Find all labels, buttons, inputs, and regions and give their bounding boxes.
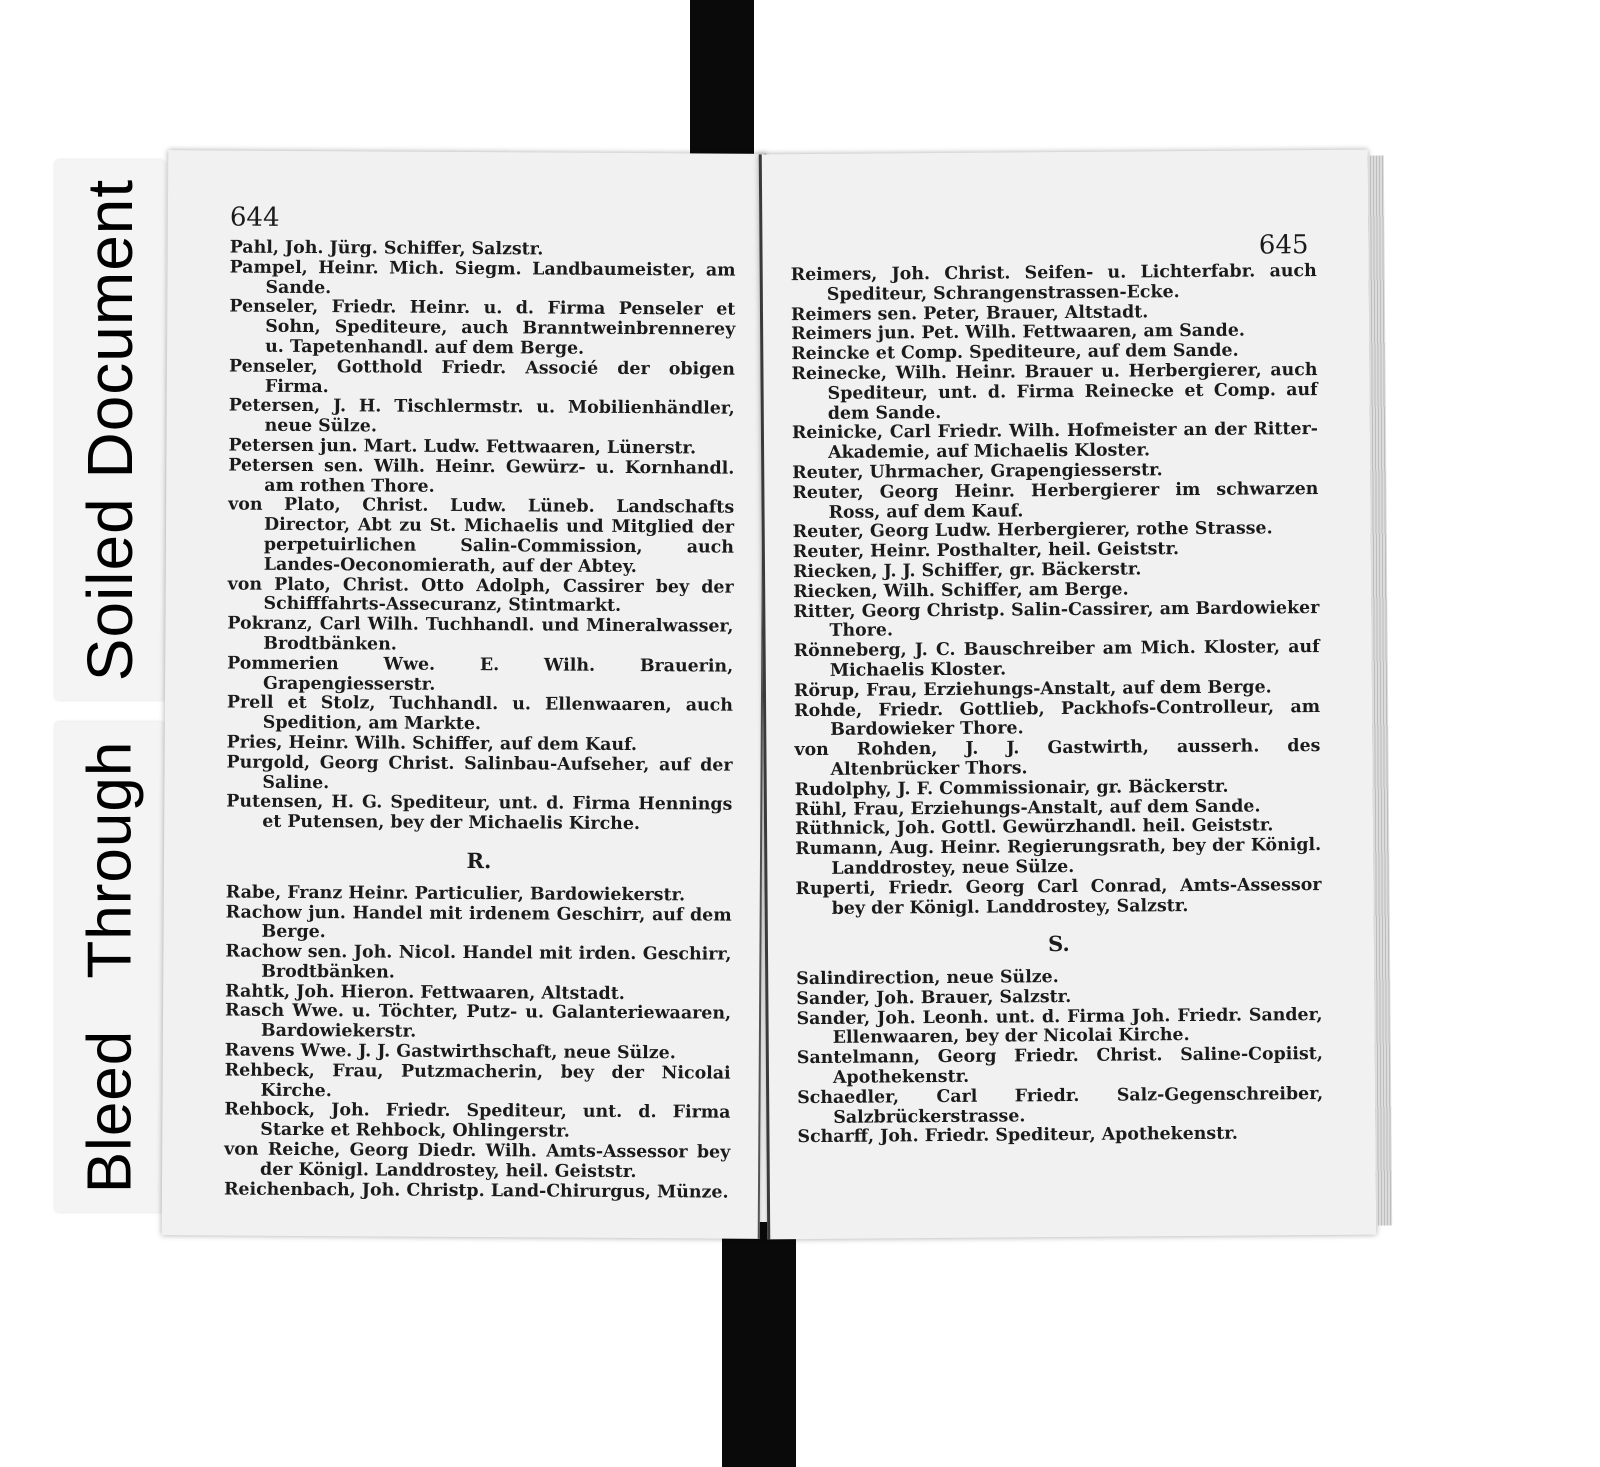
directory-entry: Penseler, Friedr. Heinr. u. d. Firma Penseler et Sohn, Spediteure, auch Branntweinbrennerey u. Tapetenhandl. auf dem Berge. [229, 296, 736, 359]
directory-entry: von Plato, Christ. Otto Adolph, Cassirer bey der Schifffahrts-Assecuranz, Stintmarkt. [227, 574, 734, 617]
entries-r-group [791, 262, 1322, 919]
directory-entry: Riecken, Wilh. Schiffer, am Berge. [793, 579, 1129, 602]
label-soiled-document-text: Soiled Document [74, 178, 146, 682]
directory-entry: Pokranz, Carl Wilh. Tuchhandl. und Mineralwasser, Brodtbänken. [227, 613, 734, 655]
entries-r-group [224, 883, 732, 1203]
directory-entry: Petersen jun. Mart. Ludw. Fettwaaren, Lünerstr. [228, 435, 697, 459]
entries-p-group [226, 239, 736, 836]
directory-entry: Rahtk, Joh. Hieron. Fettwaaren, Altstadt. [225, 981, 625, 1004]
directory-entry: Sander, Joh. Brauer, Salzstr. [796, 986, 1072, 1010]
directory-entry: Rüthnick, Joh. Gottl. Gewürzhandl. heil. Geiststr. [794, 815, 1274, 840]
directory-entry: Rudolphy, J. F. Commissionair, gr. Bäckerstr. [794, 776, 1229, 800]
directory-entry: Pahl, Joh. Jürg. Schiffer, Salzstr. [229, 237, 544, 260]
left-page-entries [224, 239, 736, 1204]
directory-entry: Ravens Wwe. J. J. Gastwirthschaft, neue Sülze. [224, 1040, 676, 1064]
directory-entry: von Rohden, J. J. Gastwirth, ausserh. des Altenbrücker Thors. [794, 736, 1321, 780]
directory-entry: Rühl, Frau, Erziehungs-Anstalt, auf dem Sande. [794, 796, 1261, 820]
directory-entry: Penseler, Gotthold Friedr. Associé der obigen Firma. [228, 356, 736, 397]
directory-entry: Reuter, Uhrmacher, Grapengiesserstr. [792, 460, 1163, 484]
directory-entry: Prell et Stolz, Tuchhandl. u. Ellenwaaren, auch Spedition, am Markte. [226, 692, 733, 735]
directory-entry: Pommerien Wwe. E. Wilh. Brauerin, Grapengiesserstr. [227, 653, 734, 695]
right-page-entries [791, 262, 1324, 1148]
binding-strip-top [690, 0, 754, 158]
directory-entry: Ritter, Georg Christp. Salin-Cassirer, am Bardowieker Thore. [793, 597, 1320, 642]
directory-entry: Reuter, Heinr. Posthalter, heil. Geiststr. [792, 539, 1180, 563]
directory-entry: Reincke et Comp. Spediteure, auf dem Sande. [791, 340, 1239, 365]
entries-s-group [796, 966, 1323, 1148]
directory-entry: Rasch Wwe. u. Töchter, Putz- u. Galanteriewaaren, Bardowiekerstr. [225, 1001, 732, 1042]
directory-entry: Petersen sen. Wilh. Heinr. Gewürz- u. Kornhandl. am rothen Thore. [228, 455, 735, 497]
directory-entry: Rachow sen. Joh. Nicol. Handel mit irden. Geschirr, Brodtbänken. [225, 941, 732, 983]
directory-entry: Reuter, Georg Ludw. Herbergierer, rothe Strasse. [792, 518, 1273, 543]
directory-entry: Ruperti, Friedr. Georg Carl Conrad, Amts-Assessor bey der Königl. Landdrostey, Salzstr. [795, 874, 1322, 919]
directory-entry: Schaedler, Carl Friedr. Salz-Gegenschreiber, Salzbrückerstrasse. [797, 1083, 1324, 1128]
directory-entry: Salindirection, neue Sülze. [796, 967, 1059, 990]
section-heading-s: S. [1047, 931, 1070, 957]
directory-entry: Purgold, Georg Christ. Salinbau-Aufseher, auf der Saline. [226, 752, 733, 793]
directory-entry: Rumann, Aug. Heinr. Regierungsrath, bey der Königl. Landdrostey, neue Sülze. [795, 835, 1322, 879]
label-soiled-document [55, 160, 165, 700]
directory-entry: Rehbock, Joh. Friedr. Spediteur, unt. d. Firma Starke et Rehbock, Ohlingerstr. [224, 1100, 731, 1142]
directory-entry: Rehbeck, Frau, Putzmacherin, bey der Nicolai Kirche. [224, 1060, 731, 1101]
label-bleed-through [55, 722, 165, 1212]
binding-strip-bottom [722, 1222, 796, 1467]
directory-entry: Pries, Heinr. Wilh. Schiffer, auf dem Kauf. [226, 732, 637, 755]
page-number-left: 644 [229, 202, 280, 233]
directory-entry: von Reiche, Georg Diedr. Wilh. Amts-Assessor bey der Königl. Landdrostey, heil. Geiststr. [224, 1139, 731, 1182]
directory-entry: Petersen, J. H. Tischlermstr. u. Mobilienhändler, neue Sülze. [228, 395, 735, 437]
directory-entry: Putensen, H. G. Spediteur, unt. d. Firma Hennings et Putensen, bey der Michaelis Kirche. [226, 791, 733, 835]
directory-entry: Rachow jun. Handel mit irdenem Geschirr, auf dem Berge. [225, 902, 732, 943]
directory-entry: Reimers sen. Peter, Brauer, Altstadt. [790, 301, 1149, 325]
directory-entry: Reinicke, Carl Friedr. Wilh. Hofmeister an der Ritter-Akademie, auf Michaelis Kloster. [791, 419, 1319, 464]
directory-entry: Reimers jun. Pet. Wilh. Fettwaaren, am Sande. [791, 320, 1246, 345]
directory-entry: Rabe, Franz Heinr. Particulier, Bardowiekerstr. [225, 882, 686, 906]
directory-entry: Santelmann, Georg Friedr. Christ. Saline-Copiist, Apothekenstr. [796, 1044, 1323, 1088]
directory-entry: Rönneberg, J. C. Bauschreiber am Mich. Kloster, auf Michaelis Kloster. [793, 637, 1320, 681]
directory-entry: Rörup, Frau, Erziehungs-Anstalt, auf dem Berge. [793, 677, 1272, 701]
label-bleed-through-text: Bleed Through [75, 740, 145, 1194]
directory-entry: Reinecke, Wilh. Heinr. Brauer u. Herbergierer, auch Spediteur, unt. d. Firma Reinecke et Comp. auf dem Sande. [791, 360, 1318, 424]
right-page [759, 150, 1377, 1240]
directory-entry: Scharff, Joh. Friedr. Spediteur, Apothekenstr. [797, 1124, 1238, 1148]
directory-entry: Reichenbach, Joh. Christp. Land-Chirurgus, Münze. [223, 1179, 729, 1203]
directory-entry: Riecken, J. J. Schiffer, gr. Bäckerstr. [792, 559, 1142, 583]
directory-entry: von Plato, Christ. Ludw. Lüneb. Landschafts Director, Abt zu St. Michaelis und Mitglied der perpetuirlichen Salin-Commission, auch Landes-Oeconomierath, auf der Abtey. [228, 494, 735, 577]
page-number-right: 645 [1258, 230, 1309, 261]
directory-entry: Pampel, Heinr. Mich. Siegm. Landbaumeister, am Sande. [229, 257, 736, 298]
directory-entry: Sander, Joh. Leonh. unt. d. Firma Joh. Friedr. Sander, Ellenwaaren, bey der Nicolai Kirche. [796, 1004, 1323, 1049]
directory-entry: Rohde, Friedr. Gottlieb, Packhofs-Controlleur, am Bardowieker Thore. [794, 696, 1321, 741]
directory-entry: Reuter, Georg Heinr. Herbergierer im schwarzen Ross, auf dem Kauf. [792, 478, 1319, 523]
directory-entry: Reimers, Joh. Christ. Seifen- u. Lichterfabr. auch Spediteur, Schrangenstrassen-Ecke. [790, 261, 1317, 305]
left-page [162, 150, 767, 1239]
section-heading-r: R. [466, 847, 492, 874]
